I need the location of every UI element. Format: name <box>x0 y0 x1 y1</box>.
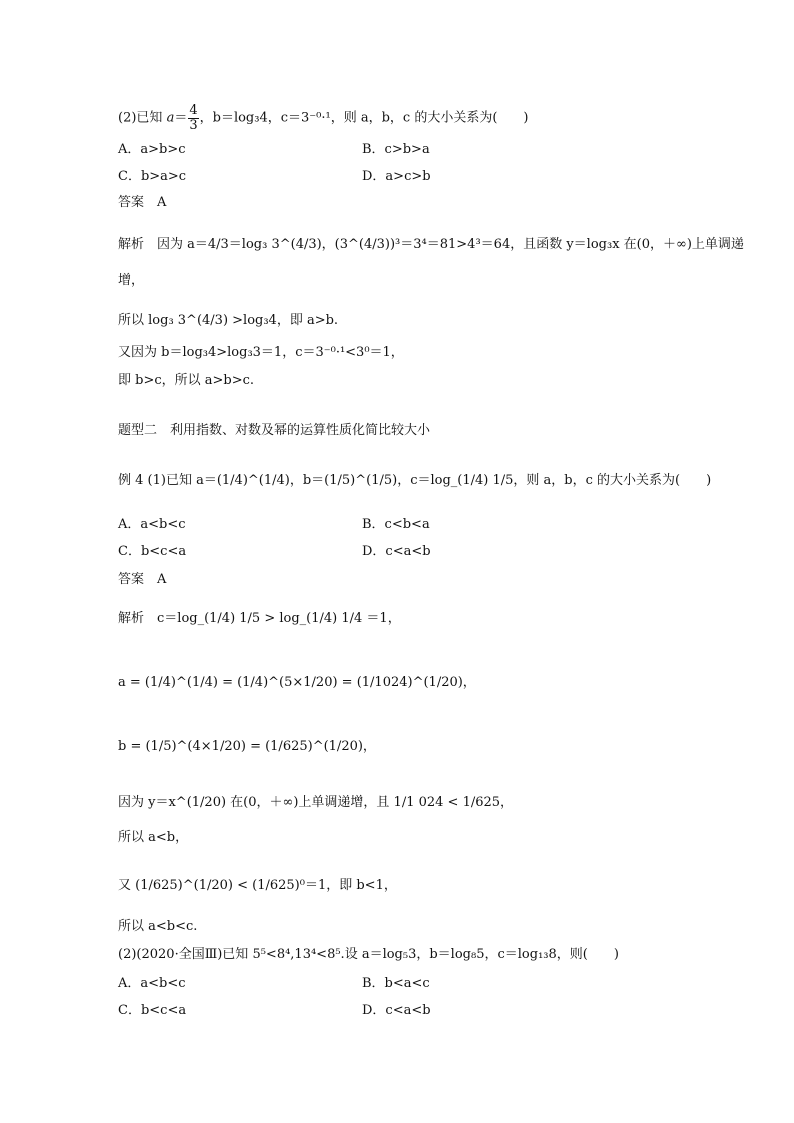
analysis-2-line-3: b = (1/5)^(4×1/20) = (1/625)^(1/20)， <box>118 739 376 754</box>
q2-option-a: A．a>b>c <box>118 142 186 157</box>
q2-option-b: B．c>b>a <box>362 142 430 157</box>
q2-a-var: a <box>166 110 175 126</box>
answer-1: 答案 A <box>118 195 167 210</box>
q2-rest: ，b＝log₃4，c＝3⁻⁰·¹，则 a，b，c 的大小关系为( ) <box>199 110 529 126</box>
analysis-1-line-3: 又因为 b＝log₃4>log₃3＝1，c＝3⁻⁰·¹<3⁰＝1， <box>118 345 404 360</box>
q2b-option-d: D．c<a<b <box>362 1003 431 1018</box>
analysis-2-line-2: a = (1/4)^(1/4) = (1/4)^(5×1/20) = (1/1024)^(1/20)， <box>118 675 476 690</box>
example-4: 例 4 (1)已知 a＝(1/4)^(1/4)，b＝(1/5)^(1/5)，c＝log_(1/4) 1/5，则 a，b，c 的大小关系为( ) <box>118 473 712 488</box>
analysis-1-line-4: 即 b>c，所以 a>b>c. <box>118 373 255 388</box>
ex4-option-a: A．a<b<c <box>118 517 186 532</box>
q2-option-d: D．a>c>b <box>362 169 431 184</box>
q2b-option-c: C．b<c<a <box>118 1003 187 1018</box>
analysis-2-line-1: 解析 c＝log_(1/4) 1/5 > log_(1/4) 1/4 ＝1， <box>118 611 401 626</box>
question-2020: (2)(2020·全国Ⅲ)已知 5⁵<8⁴,13⁴<8⁵.设 a＝log₅3，b＝log₈5，c＝log₁₃8，则( ) <box>118 947 619 962</box>
analysis-2-line-6: 又 (1/625)^(1/20) < (1/625)⁰＝1，即 b<1， <box>118 878 397 893</box>
analysis-2-line-4: 因为 y＝x^(1/20) 在(0，＋∞)上单调递增，且 1/1 024 < 1/625， <box>118 795 514 810</box>
analysis-1-line-2: 所以 log₃ 3^(4/3) >log₃4，即 a>b. <box>118 313 339 328</box>
q2b-option-a: A．a<b<c <box>118 976 186 991</box>
fraction-4-3 <box>188 104 198 132</box>
section-title: 题型二 利用指数、对数及幂的运算性质化简比较大小 <box>118 423 431 438</box>
frac-num: 4 <box>189 103 198 118</box>
answer-2: 答案 A <box>118 572 167 587</box>
analysis-1-line-1b: 增， <box>118 273 145 288</box>
q2-intro: (2)已知 <box>118 110 167 126</box>
ex4-option-c: C．b<c<a <box>118 544 187 559</box>
frac-den: 3 <box>189 117 198 133</box>
q2-eq: ＝ <box>174 110 188 126</box>
ex4-option-b: B．c<b<a <box>362 517 430 532</box>
analysis-2-line-5: 所以 a<b， <box>118 830 189 845</box>
q2b-option-b: B．b<a<c <box>362 976 430 991</box>
analysis-2-line-7: 所以 a<b<c. <box>118 919 198 934</box>
q2-option-c: C．b>a>c <box>118 169 187 184</box>
question-2 <box>118 104 528 132</box>
ex4-option-d: D．c<a<b <box>362 544 431 559</box>
analysis-1-line-1: 解析 因为 a＝4/3＝log₃ 3^(4/3)，(3^(4/3))³＝3⁴＝81>4³＝64，且函数 y＝log₃x 在(0，＋∞)上单调递 <box>118 237 744 252</box>
